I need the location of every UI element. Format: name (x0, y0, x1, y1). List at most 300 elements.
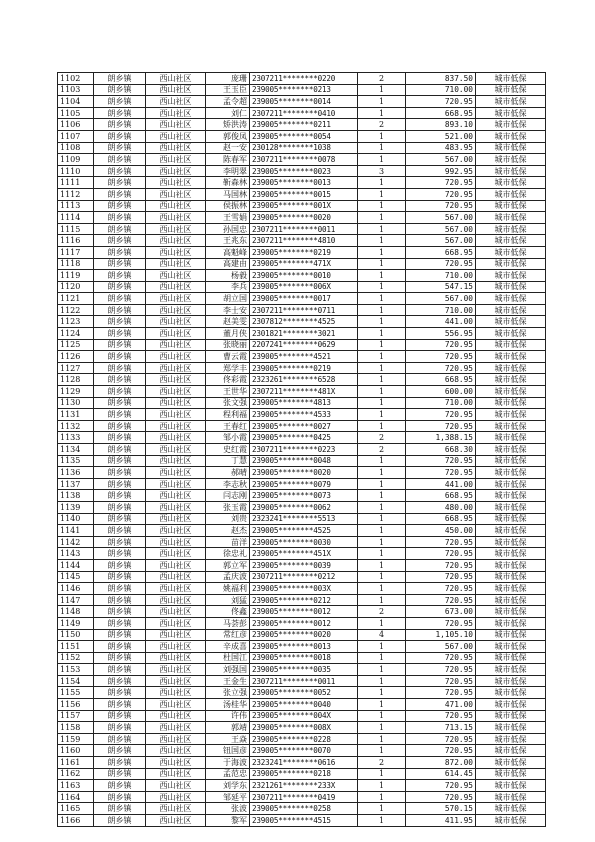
id-number-cell: 239005********0039 (250, 559, 358, 571)
amount-cell: 471.00 (406, 699, 476, 711)
amount-cell: 1,388.15 (406, 432, 476, 444)
table-row (58, 165, 546, 177)
name-cell: 郭立军 (206, 559, 250, 571)
household-count-cell: 2 (358, 119, 406, 131)
household-count-cell: 1 (358, 223, 406, 235)
community-cell: 西山社区 (146, 154, 206, 166)
community-cell: 西山社区 (146, 455, 206, 467)
town-cell: 朗乡镇 (94, 212, 146, 224)
id-number-cell: 239005********0218 (250, 768, 358, 780)
table-row (58, 687, 546, 699)
community-cell: 西山社区 (146, 536, 206, 548)
town-cell: 朗乡镇 (94, 258, 146, 270)
household-count-cell: 1 (358, 246, 406, 258)
id-number-cell: 239005********0054 (250, 130, 358, 142)
table-row (58, 733, 546, 745)
town-cell: 朗乡镇 (94, 722, 146, 734)
id-number-cell: 239005********0012 (250, 606, 358, 618)
community-cell: 西山社区 (146, 733, 206, 745)
town-cell: 朗乡镇 (94, 606, 146, 618)
table-row (58, 501, 546, 513)
household-count-cell: 2 (358, 432, 406, 444)
table-row (58, 525, 546, 537)
table-row (58, 455, 546, 467)
id-number-cell: 239005********0012 (250, 617, 358, 629)
id-number-cell: 2307812********4525 (250, 316, 358, 328)
household-count-cell: 1 (358, 270, 406, 282)
household-count-cell: 1 (358, 687, 406, 699)
amount-cell: 441.00 (406, 316, 476, 328)
name-cell: 刘学东 (206, 780, 250, 792)
town-cell: 朗乡镇 (94, 351, 146, 363)
id-number-cell: 239005********003X (250, 583, 358, 595)
row-number-cell: 1152 (58, 652, 94, 664)
assistance-type-cell: 城市低保 (476, 710, 546, 722)
name-cell: 高建由 (206, 258, 250, 270)
town-cell: 朗乡镇 (94, 583, 146, 595)
row-number-cell: 1135 (58, 455, 94, 467)
id-number-cell: 239005********006X (250, 281, 358, 293)
community-cell: 西山社区 (146, 235, 206, 247)
name-cell: 胡立国 (206, 293, 250, 305)
assistance-type-cell: 城市低保 (476, 258, 546, 270)
amount-cell: 521.00 (406, 130, 476, 142)
amount-cell: 547.15 (406, 281, 476, 293)
town-cell: 朗乡镇 (94, 304, 146, 316)
amount-cell: 668.30 (406, 444, 476, 456)
name-cell: 靳森林 (206, 177, 250, 189)
assistance-type-cell: 城市低保 (476, 675, 546, 687)
community-cell: 西山社区 (146, 200, 206, 212)
amount-cell: 480.00 (406, 501, 476, 513)
assistance-type-cell: 城市低保 (476, 722, 546, 734)
community-cell: 西山社区 (146, 420, 206, 432)
town-cell: 朗乡镇 (94, 177, 146, 189)
name-cell: 丁慧 (206, 455, 250, 467)
row-number-cell: 1130 (58, 397, 94, 409)
row-number-cell: 1110 (58, 165, 94, 177)
id-number-cell: 239005********0212 (250, 594, 358, 606)
community-cell: 西山社区 (146, 177, 206, 189)
id-number-cell: 239005********0258 (250, 803, 358, 815)
id-number-cell: 239005********008X (250, 722, 358, 734)
name-cell: 辛成喜 (206, 641, 250, 653)
assistance-type-cell: 城市低保 (476, 606, 546, 618)
row-number-cell: 1127 (58, 362, 94, 374)
row-number-cell: 1149 (58, 617, 94, 629)
household-count-cell: 1 (358, 617, 406, 629)
community-cell: 西山社区 (146, 768, 206, 780)
name-cell: 程利福 (206, 409, 250, 421)
name-cell: 孟令超 (206, 96, 250, 108)
id-number-cell: 239005********0048 (250, 455, 358, 467)
table-row (58, 513, 546, 525)
household-count-cell: 2 (358, 73, 406, 85)
name-cell: 邹小霞 (206, 432, 250, 444)
amount-cell: 567.00 (406, 235, 476, 247)
table-row (58, 617, 546, 629)
household-count-cell: 4 (358, 629, 406, 641)
community-cell: 西山社区 (146, 339, 206, 351)
community-cell: 西山社区 (146, 803, 206, 815)
row-number-cell: 1141 (58, 525, 94, 537)
household-count-cell: 1 (358, 362, 406, 374)
town-cell: 朗乡镇 (94, 339, 146, 351)
town-cell: 朗乡镇 (94, 444, 146, 456)
amount-cell: 992.95 (406, 165, 476, 177)
name-cell: 常红彦 (206, 629, 250, 641)
community-cell: 西山社区 (146, 815, 206, 827)
table-row (58, 119, 546, 131)
id-number-cell: 239005********0211 (250, 119, 358, 131)
row-number-cell: 1105 (58, 107, 94, 119)
household-count-cell: 1 (358, 142, 406, 154)
table-row (58, 351, 546, 363)
household-count-cell: 1 (358, 96, 406, 108)
town-cell: 朗乡镇 (94, 130, 146, 142)
name-cell: 张文强 (206, 397, 250, 409)
amount-cell: 720.95 (406, 664, 476, 676)
name-cell: 王兆东 (206, 235, 250, 247)
assistance-type-cell: 城市低保 (476, 119, 546, 131)
table-row (58, 722, 546, 734)
name-cell: 陈春军 (206, 154, 250, 166)
name-cell: 王焱 (206, 733, 250, 745)
id-number-cell: 2307211********0011 (250, 223, 358, 235)
row-number-cell: 1144 (58, 559, 94, 571)
community-cell: 西山社区 (146, 362, 206, 374)
household-count-cell: 1 (358, 316, 406, 328)
id-number-cell: 239005********0062 (250, 501, 358, 513)
id-number-cell: 239005********0219 (250, 362, 358, 374)
name-cell: 孟范忠 (206, 768, 250, 780)
name-cell: 张玉霞 (206, 501, 250, 513)
assistance-type-cell: 城市低保 (476, 73, 546, 85)
household-count-cell: 1 (358, 571, 406, 583)
household-count-cell: 1 (358, 699, 406, 711)
amount-cell: 720.95 (406, 710, 476, 722)
table-row (58, 420, 546, 432)
amount-cell: 720.95 (406, 559, 476, 571)
amount-cell: 720.95 (406, 258, 476, 270)
table-row (58, 397, 546, 409)
town-cell: 朗乡镇 (94, 617, 146, 629)
row-number-cell: 1147 (58, 594, 94, 606)
table-row (58, 583, 546, 595)
amount-cell: 720.95 (406, 96, 476, 108)
assistance-type-cell: 城市低保 (476, 594, 546, 606)
household-count-cell: 1 (358, 780, 406, 792)
household-count-cell: 1 (358, 722, 406, 734)
town-cell: 朗乡镇 (94, 571, 146, 583)
name-cell: 孟庆波 (206, 571, 250, 583)
assistance-type-cell: 城市低保 (476, 548, 546, 560)
id-number-cell: 239005********451X (250, 548, 358, 560)
name-cell: 佟彩霞 (206, 374, 250, 386)
assistance-type-cell: 城市低保 (476, 780, 546, 792)
community-cell: 西山社区 (146, 246, 206, 258)
household-count-cell: 1 (358, 386, 406, 398)
id-number-cell: 239005********0018 (250, 652, 358, 664)
id-number-cell: 2321261********233X (250, 780, 358, 792)
id-number-cell: 2307211********0711 (250, 304, 358, 316)
table-row (58, 710, 546, 722)
amount-cell: 567.00 (406, 223, 476, 235)
assistance-type-cell: 城市低保 (476, 733, 546, 745)
amount-cell: 720.95 (406, 780, 476, 792)
table-row (58, 409, 546, 421)
table-row (58, 467, 546, 479)
amount-cell: 720.95 (406, 583, 476, 595)
assistance-type-cell: 城市低保 (476, 362, 546, 374)
amount-cell: 893.10 (406, 119, 476, 131)
name-cell: 赵杰 (206, 525, 250, 537)
row-number-cell: 1162 (58, 768, 94, 780)
row-number-cell: 1139 (58, 501, 94, 513)
id-number-cell: 239005********4515 (250, 815, 358, 827)
table-row (58, 200, 546, 212)
town-cell: 朗乡镇 (94, 490, 146, 502)
id-number-cell: 239005********0020 (250, 629, 358, 641)
row-number-cell: 1108 (58, 142, 94, 154)
assistance-type-cell: 城市低保 (476, 745, 546, 757)
town-cell: 朗乡镇 (94, 119, 146, 131)
row-number-cell: 1148 (58, 606, 94, 618)
town-cell: 朗乡镇 (94, 96, 146, 108)
row-number-cell: 1134 (58, 444, 94, 456)
table-row (58, 745, 546, 757)
amount-cell: 567.00 (406, 154, 476, 166)
assistance-type-cell: 城市低保 (476, 513, 546, 525)
town-cell: 朗乡镇 (94, 664, 146, 676)
id-number-cell: 239005********0013 (250, 641, 358, 653)
household-count-cell: 1 (358, 188, 406, 200)
table-row (58, 478, 546, 490)
row-number-cell: 1151 (58, 641, 94, 653)
amount-cell: 720.95 (406, 571, 476, 583)
community-cell: 西山社区 (146, 617, 206, 629)
table-row (58, 223, 546, 235)
name-cell: 王世华 (206, 386, 250, 398)
household-count-cell: 2 (358, 444, 406, 456)
table-row (58, 73, 546, 85)
community-cell: 西山社区 (146, 490, 206, 502)
assistance-type-cell: 城市低保 (476, 803, 546, 815)
amount-cell: 720.95 (406, 536, 476, 548)
row-number-cell: 1102 (58, 73, 94, 85)
id-number-cell: 2323261********6528 (250, 374, 358, 386)
community-cell: 西山社区 (146, 386, 206, 398)
row-number-cell: 1143 (58, 548, 94, 560)
id-number-cell: 239005********4533 (250, 409, 358, 421)
household-count-cell: 1 (358, 501, 406, 513)
row-number-cell: 1160 (58, 745, 94, 757)
community-cell: 西山社区 (146, 351, 206, 363)
household-count-cell: 1 (358, 235, 406, 247)
community-cell: 西山社区 (146, 664, 206, 676)
table-row (58, 536, 546, 548)
id-number-cell: 2307211********0212 (250, 571, 358, 583)
town-cell: 朗乡镇 (94, 432, 146, 444)
row-number-cell: 1157 (58, 710, 94, 722)
id-number-cell: 239005********0013 (250, 177, 358, 189)
row-number-cell: 1118 (58, 258, 94, 270)
assistance-type-cell: 城市低保 (476, 652, 546, 664)
table-row (58, 641, 546, 653)
assistance-type-cell: 城市低保 (476, 420, 546, 432)
town-cell: 朗乡镇 (94, 641, 146, 653)
table-row (58, 803, 546, 815)
row-number-cell: 1111 (58, 177, 94, 189)
town-cell: 朗乡镇 (94, 687, 146, 699)
assistance-type-cell: 城市低保 (476, 791, 546, 803)
assistance-type-cell: 城市低保 (476, 583, 546, 595)
amount-cell: 720.95 (406, 420, 476, 432)
table-row (58, 339, 546, 351)
name-cell: 刘强国 (206, 664, 250, 676)
amount-cell: 668.95 (406, 107, 476, 119)
name-cell: 高魁峰 (206, 246, 250, 258)
assistance-type-cell: 城市低保 (476, 188, 546, 200)
table-row (58, 270, 546, 282)
row-number-cell: 1155 (58, 687, 94, 699)
amount-cell: 720.95 (406, 652, 476, 664)
row-number-cell: 1114 (58, 212, 94, 224)
amount-cell: 720.95 (406, 745, 476, 757)
assistance-type-cell: 城市低保 (476, 316, 546, 328)
table-row (58, 652, 546, 664)
row-number-cell: 1122 (58, 304, 94, 316)
community-cell: 西山社区 (146, 165, 206, 177)
town-cell: 朗乡镇 (94, 733, 146, 745)
household-count-cell: 1 (358, 791, 406, 803)
town-cell: 朗乡镇 (94, 478, 146, 490)
id-number-cell: 239005********0023 (250, 165, 358, 177)
id-number-cell: 230128********1038 (250, 142, 358, 154)
amount-cell: 411.95 (406, 815, 476, 827)
table-row (58, 548, 546, 560)
row-number-cell: 1116 (58, 235, 94, 247)
community-cell: 西山社区 (146, 780, 206, 792)
table-row (58, 374, 546, 386)
town-cell: 朗乡镇 (94, 165, 146, 177)
assistance-type-cell: 城市低保 (476, 339, 546, 351)
household-count-cell: 1 (358, 293, 406, 305)
row-number-cell: 1123 (58, 316, 94, 328)
household-count-cell: 1 (358, 815, 406, 827)
id-number-cell: 239005********0017 (250, 293, 358, 305)
amount-cell: 720.95 (406, 339, 476, 351)
name-cell: 赵美雯 (206, 316, 250, 328)
town-cell: 朗乡镇 (94, 675, 146, 687)
row-number-cell: 1164 (58, 791, 94, 803)
assistance-type-cell: 城市低保 (476, 212, 546, 224)
community-cell: 西山社区 (146, 745, 206, 757)
amount-cell: 720.95 (406, 188, 476, 200)
name-cell: 马荟彭 (206, 617, 250, 629)
amount-cell: 710.00 (406, 304, 476, 316)
community-cell: 西山社区 (146, 316, 206, 328)
id-number-cell: 2307211********0220 (250, 73, 358, 85)
community-cell: 西山社区 (146, 525, 206, 537)
amount-cell: 720.95 (406, 455, 476, 467)
amount-cell: 720.95 (406, 687, 476, 699)
community-cell: 西山社区 (146, 212, 206, 224)
town-cell: 朗乡镇 (94, 745, 146, 757)
assistance-type-cell: 城市低保 (476, 815, 546, 827)
assistance-type-cell: 城市低保 (476, 281, 546, 293)
community-cell: 西山社区 (146, 374, 206, 386)
community-cell: 西山社区 (146, 281, 206, 293)
name-cell: 杨毅 (206, 270, 250, 282)
community-cell: 西山社区 (146, 722, 206, 734)
table-row (58, 246, 546, 258)
assistance-type-cell: 城市低保 (476, 165, 546, 177)
table-row (58, 815, 546, 827)
assistance-type-cell: 城市低保 (476, 235, 546, 247)
roster-body (58, 73, 546, 827)
name-cell: 邹延平 (206, 791, 250, 803)
amount-cell: 441.00 (406, 478, 476, 490)
assistance-type-cell: 城市低保 (476, 142, 546, 154)
household-count-cell: 1 (358, 710, 406, 722)
row-number-cell: 1125 (58, 339, 94, 351)
household-count-cell: 1 (358, 212, 406, 224)
community-cell: 西山社区 (146, 710, 206, 722)
assistance-type-cell: 城市低保 (476, 84, 546, 96)
assistance-type-cell: 城市低保 (476, 223, 546, 235)
row-number-cell: 1156 (58, 699, 94, 711)
name-cell: 刘猛 (206, 594, 250, 606)
community-cell: 西山社区 (146, 328, 206, 340)
town-cell: 朗乡镇 (94, 142, 146, 154)
assistance-type-cell: 城市低保 (476, 107, 546, 119)
household-count-cell: 1 (358, 84, 406, 96)
community-cell: 西山社区 (146, 478, 206, 490)
name-cell: 闫志刚 (206, 490, 250, 502)
id-number-cell: 2301821********3021 (250, 328, 358, 340)
row-number-cell: 1103 (58, 84, 94, 96)
household-count-cell: 1 (358, 409, 406, 421)
assistance-type-cell: 城市低保 (476, 96, 546, 108)
table-row (58, 559, 546, 571)
community-cell: 西山社区 (146, 583, 206, 595)
name-cell: 杜国江 (206, 652, 250, 664)
town-cell: 朗乡镇 (94, 409, 146, 421)
row-number-cell: 1113 (58, 200, 94, 212)
id-number-cell: 2207241********0629 (250, 339, 358, 351)
assistance-type-cell: 城市低保 (476, 641, 546, 653)
name-cell: 刘贵 (206, 513, 250, 525)
household-count-cell: 1 (358, 177, 406, 189)
name-cell: 郭靖 (206, 722, 250, 734)
amount-cell: 710.00 (406, 84, 476, 96)
name-cell: 苗洋 (206, 536, 250, 548)
town-cell: 朗乡镇 (94, 501, 146, 513)
id-number-cell: 239005********001X (250, 200, 358, 212)
assistance-type-cell: 城市低保 (476, 571, 546, 583)
assistance-type-cell: 城市低保 (476, 490, 546, 502)
community-cell: 西山社区 (146, 130, 206, 142)
town-cell: 朗乡镇 (94, 780, 146, 792)
assistance-type-cell: 城市低保 (476, 525, 546, 537)
household-count-cell: 1 (358, 154, 406, 166)
row-number-cell: 1117 (58, 246, 94, 258)
amount-cell: 720.95 (406, 409, 476, 421)
household-count-cell: 1 (358, 745, 406, 757)
town-cell: 朗乡镇 (94, 420, 146, 432)
name-cell: 矫洪涛 (206, 119, 250, 131)
